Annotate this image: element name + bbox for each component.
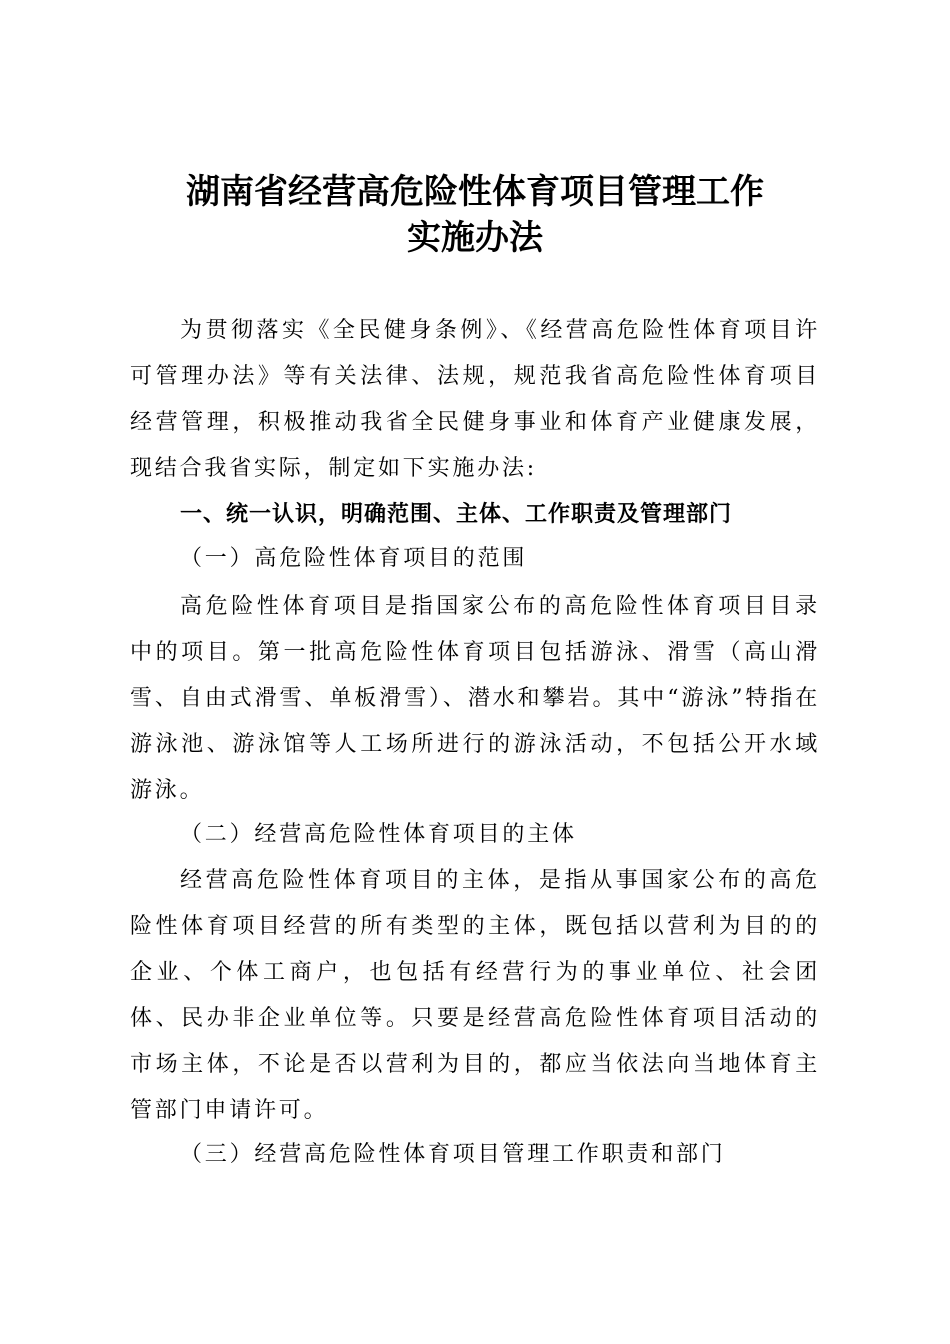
- document-title-line1: 湖南省经营高危险性体育项目管理工作: [186, 172, 764, 212]
- intro-paragraph: 为贯彻落实《全民健身条例》、《经营高危险性体育项目许可管理办法》等有关法律、法规，规范我省高危险性体育项目经营管理，积极推动我省全民健身事业和体育产业健康发展，现结合我省实际，制定如下实施办法:: [130, 318, 820, 481]
- subsection3-heading: （三）经营高危险性体育项目管理工作职责和部门: [180, 1142, 726, 1167]
- section1-heading: 一、统一认识，明确范围、主体、工作职责及管理部门: [180, 502, 733, 527]
- subsection2-heading: （二）经营高危险性体育项目的主体: [180, 822, 577, 847]
- document-title-line2: 实施办法: [407, 218, 543, 258]
- subsection2-paragraph: 经营高危险性体育项目的主体，是指从事国家公布的高危险性体育项目经营的所有类型的主体，既包括以营利为目的的企业、个体工商户，也包括有经营行为的事业单位、社会团体、民办非企业单位等。只要是经营高危险性体育项目活动的市场主体，不论是否以营利为目的，都应当依法向当地体育主管部门申请许可。: [130, 868, 820, 1123]
- subsection1-paragraph: 高危险性体育项目是指国家公布的高危险性体育项目目录中的项目。第一批高危险性体育项目包括游泳、滑雪（高山滑雪、自由式滑雪、单板滑雪）、潜水和攀岩。其中“游泳”特指在游泳池、游泳馆等人工场所进行的游泳活动，不包括公开水域游泳。: [130, 594, 820, 803]
- subsection1-heading: （一）高危险性体育项目的范围: [180, 546, 528, 571]
